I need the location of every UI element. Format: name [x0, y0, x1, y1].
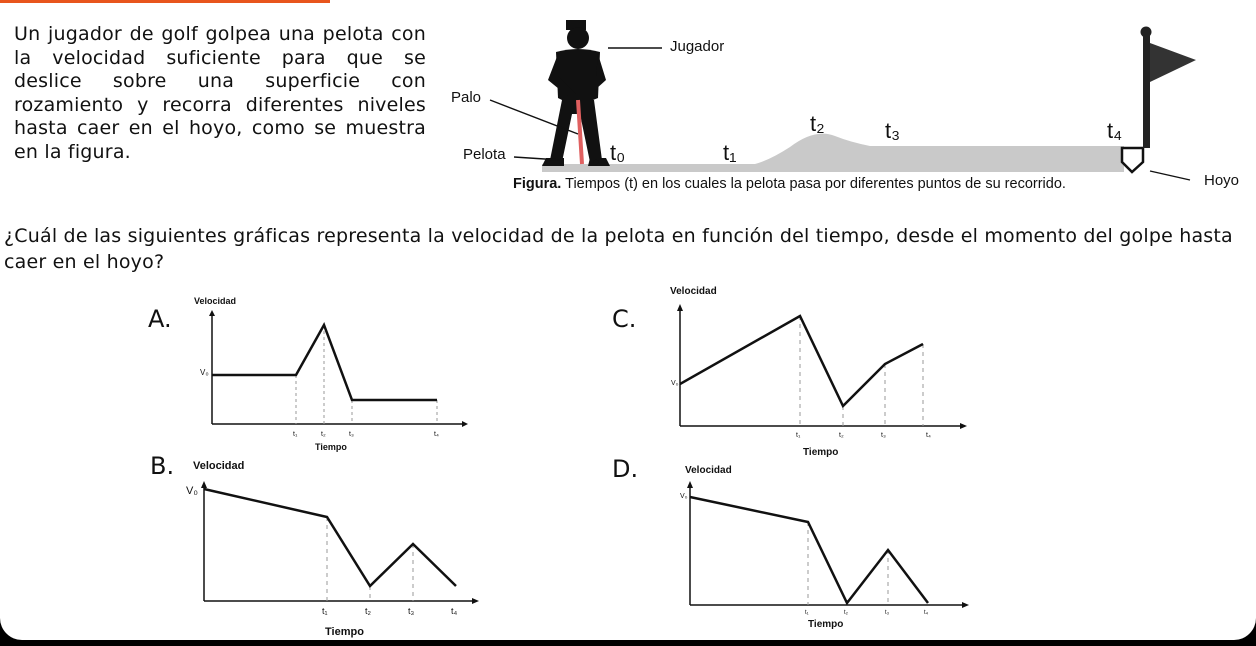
label-t2: t₂ [810, 111, 825, 136]
graph-b-tick-4: t₄ [451, 606, 458, 616]
problem-statement: Un jugador de golf golpea una pelota con la velocidad suficiente para que se deslice sobre una superficie con rozamiento y recorra diferentes niveles hasta caer en el hoyo, como se muestra en la figura. [14, 23, 426, 163]
flag-pole-top [1141, 27, 1152, 38]
terrain [542, 134, 1124, 172]
graph-d-tick-3: t₃ [885, 610, 890, 616]
graph-b-v0: V₀ [186, 485, 198, 497]
graph-a-v0: V₀ [200, 368, 209, 377]
graph-c-v0: V₀ [671, 380, 679, 387]
question-text: ¿Cuál de las siguientes gráficas representa la velocidad de la pelota en función del tiempo, desde el momento del golpe hasta caer en el hoyo? [4, 225, 1233, 273]
figure-caption-bold: Figura. [513, 176, 562, 192]
label-t3: t₃ [885, 118, 901, 143]
graph-c-tick-2: t₂ [839, 432, 844, 439]
accent-bar [0, 0, 330, 3]
graph-d-tick-1: t₁ [805, 610, 809, 616]
graph-a-tick-3: t₃ [349, 431, 354, 438]
graph-b-xlabel: Tiempo [325, 626, 364, 638]
graph-b-tick-2: t₂ [365, 606, 371, 616]
graph-c-tick-3: t₃ [881, 432, 886, 439]
graph-b-curve [204, 489, 456, 586]
golfer-silhouette [542, 20, 610, 166]
graph-a[interactable] [190, 290, 470, 460]
golf-ball [594, 160, 599, 165]
graph-a-ylabel: Velocidad [194, 296, 237, 306]
label-jugador: Jugador [670, 38, 725, 55]
golf-figure [430, 10, 1256, 180]
graph-a-tick-2: t₂ [321, 431, 326, 438]
graph-d-v0: V₀ [680, 493, 688, 500]
graph-d-curve [690, 497, 928, 603]
graph-a-tick-4: t₄ [434, 431, 439, 438]
graph-d-tick-2: t₂ [844, 610, 848, 616]
graph-d-tick-4: t₄ [924, 610, 929, 616]
graph-c-tick-1: t₁ [796, 432, 801, 439]
graph-b-tick-1: t₁ [322, 606, 328, 616]
label-t0: t₀ [610, 140, 626, 165]
label-t1: t₁ [723, 140, 737, 165]
graph-c-tick-4: t₄ [926, 432, 931, 439]
graph-c[interactable] [660, 282, 970, 462]
label-t4: t₄ [1107, 118, 1123, 143]
graph-c-curve [680, 316, 923, 406]
figure-caption [513, 176, 1066, 192]
option-c-letter[interactable]: C. [612, 305, 637, 333]
graph-d-xlabel: Tiempo [808, 619, 844, 630]
option-b-letter[interactable]: B. [150, 452, 175, 480]
flag [1150, 43, 1196, 82]
graph-d[interactable] [660, 460, 972, 630]
label-pelota: Pelota [463, 146, 506, 163]
hole-cup [1122, 148, 1143, 172]
graph-c-xlabel: Tiempo [803, 447, 839, 458]
graph-a-tick-1: t₁ [293, 431, 298, 438]
graph-b[interactable] [180, 456, 480, 640]
graph-c-ylabel: Velocidad [670, 286, 717, 297]
label-hoyo: Hoyo [1204, 172, 1240, 189]
graph-b-ylabel: Velocidad [193, 460, 245, 472]
option-d-letter[interactable]: D. [612, 455, 639, 483]
graph-b-tick-3: t₃ [408, 606, 415, 616]
graph-a-xlabel: Tiempo [315, 442, 347, 452]
graph-d-ylabel: Velocidad [685, 465, 732, 476]
figure-caption-text: Tiempos (t) en los cuales la pelota pasa por diferentes puntos de su recorrido. [565, 176, 1066, 192]
option-a-letter[interactable]: A. [148, 305, 172, 333]
label-palo: Palo [451, 89, 482, 106]
flag-pole [1143, 30, 1150, 148]
